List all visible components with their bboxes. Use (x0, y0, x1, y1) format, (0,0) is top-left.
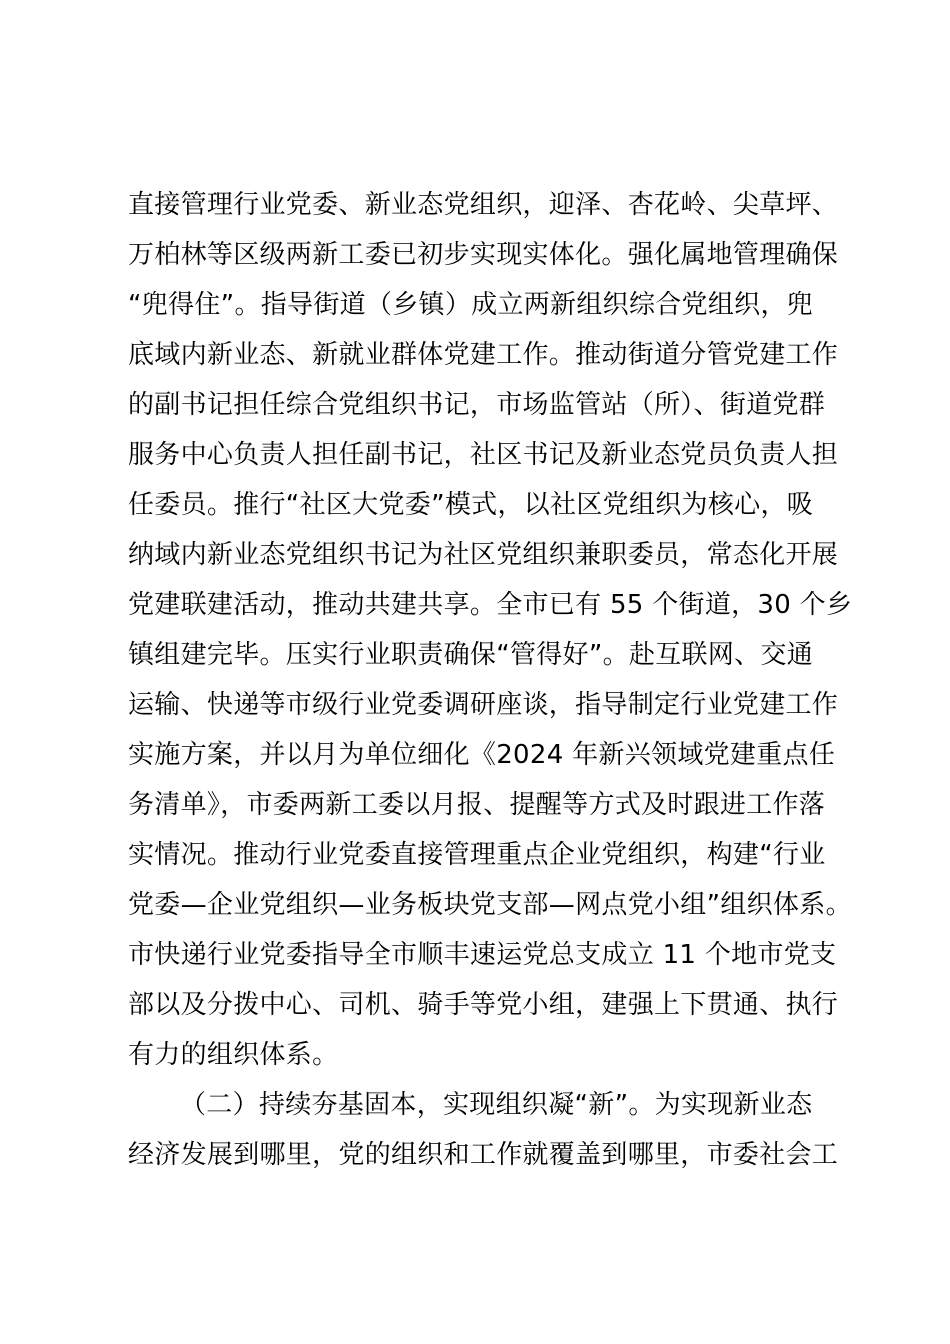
body-text-line: 万柏林等区级两新工委已初步实现实体化。强化属地管理确保 (128, 240, 839, 270)
body-text-line: 务清单》，市委两新工委以月报、提醒等方式及时跟进工作落 (128, 790, 826, 820)
body-text-line: 部以及分拨中心、司机、骑手等党小组，建强上下贯通、执行 (128, 990, 839, 1020)
body-text-line: 任委员。推行“社区大党委”模式，以社区党组织为核心，吸 (128, 490, 814, 520)
body-text-line: 有力的组织体系。 (128, 1040, 339, 1070)
body-text-line: 镇组建完毕。压实行业职责确保“管得好”。赴互联网、交通 (128, 640, 814, 670)
body-text-line: 的副书记担任综合党组织书记，市场监管站（所）、街道党群 (128, 390, 826, 420)
body-text-line: 运输、快递等市级行业党委调研座谈，指导制定行业党建工作 (128, 690, 839, 720)
section-heading-line: （二）持续夯基固本，实现组织凝“新”。为实现新业态 (180, 1090, 813, 1120)
body-text-line: 实情况。推动行业党委直接管理重点企业党组织，构建“行业 (128, 840, 826, 870)
body-text-line: 底域内新业态、新就业群体党建工作。推动街道分管党建工作 (128, 340, 839, 370)
body-text-line: 服务中心负责人担任副书记，社区书记及新业态党员负责人担 (128, 440, 839, 470)
body-text-line: 实施方案，并以月为单位细化《2024 年新兴领域党建重点任 (128, 740, 836, 770)
body-text-line: “兜得住”。指导街道（乡镇）成立两新组织综合党组织，兜 (128, 290, 814, 320)
body-text-line: 直接管理行业党委、新业态党组织，迎泽、杏花岭、尖草坪、 (128, 190, 839, 220)
body-text-line: 党委—企业党组织—业务板块党支部—网点党小组”组织体系。 (128, 890, 852, 920)
body-text-line: 市快递行业党委指导全市顺丰速运党总支成立 11 个地市党支 (128, 940, 837, 970)
body-text-line: 经济发展到哪里，党的组织和工作就覆盖到哪里，市委社会工 (128, 1140, 839, 1170)
body-text-line: 纳域内新业态党组织书记为社区党组织兼职委员，常态化开展 (128, 540, 839, 570)
body-text-line: 党建联建活动，推动共建共享。全市已有 55 个街道，30 个乡 (128, 590, 853, 620)
